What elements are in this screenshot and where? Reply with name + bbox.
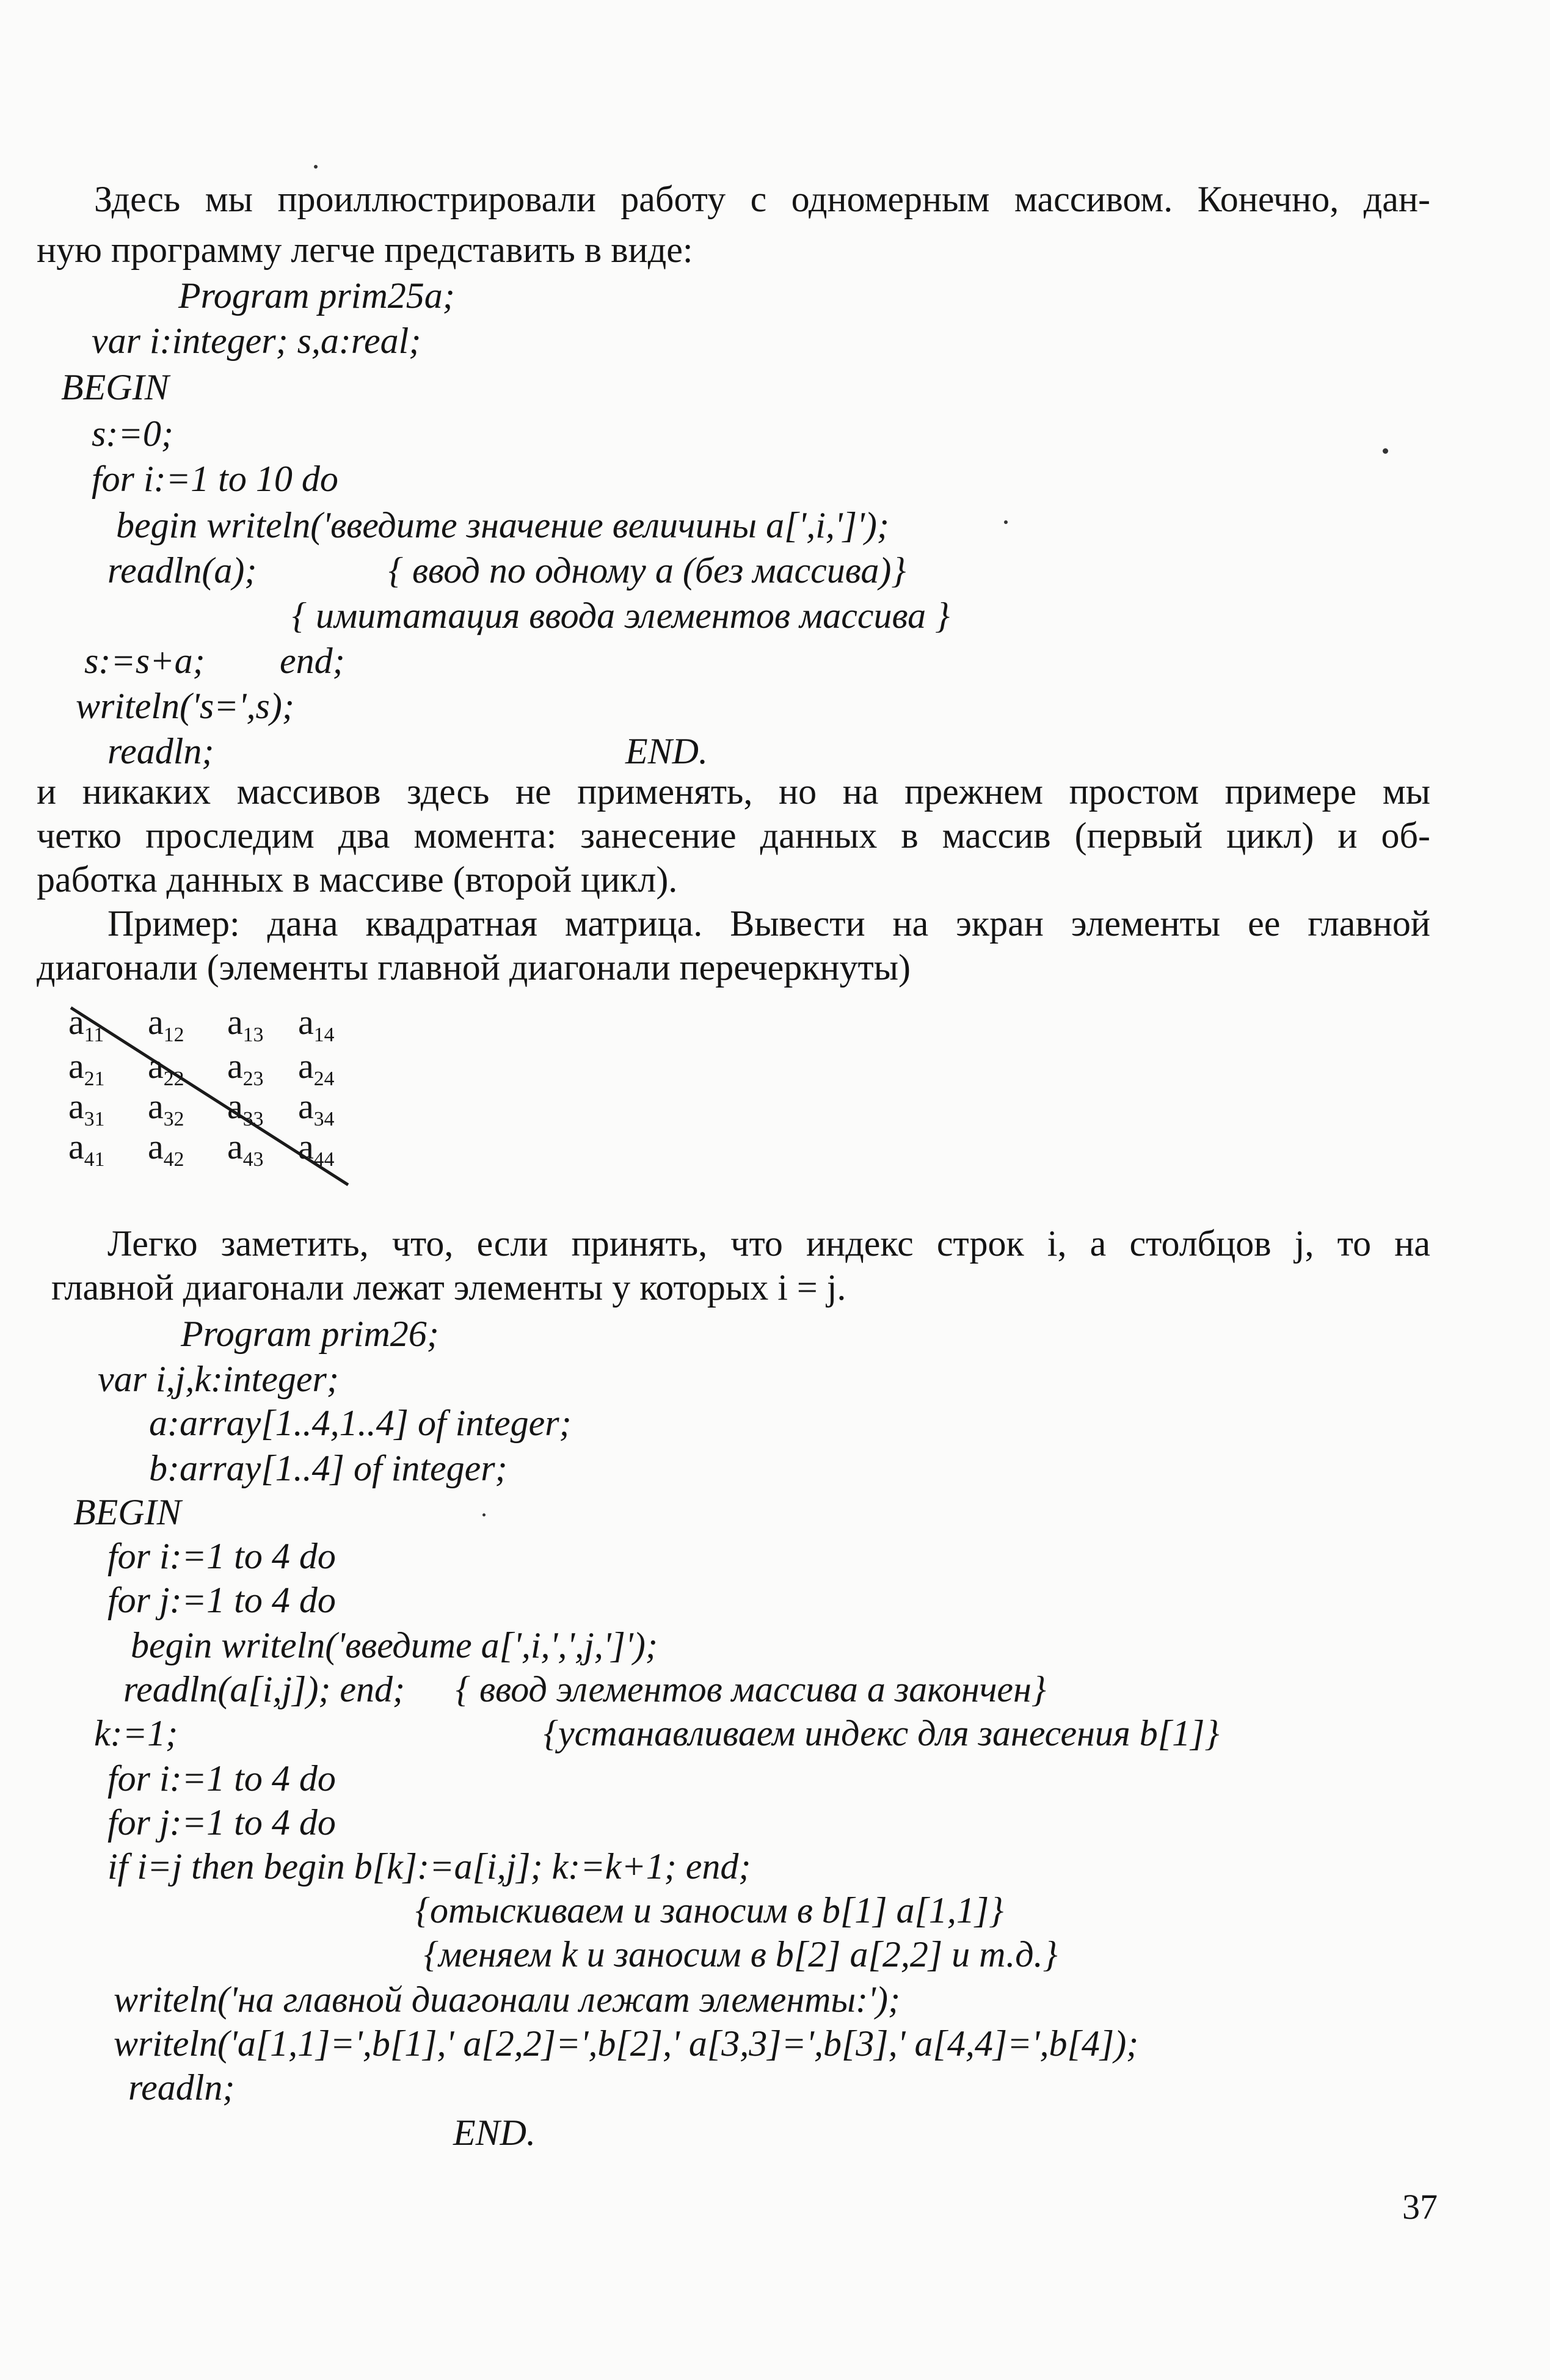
paragraph-4-line-2: главной диагонали лежат элементы у которых i = j. — [51, 1267, 846, 1308]
scan-speck — [1383, 448, 1388, 454]
matrix-element-letter: a — [298, 1046, 314, 1086]
code-line: for i:=1 to 4 do — [107, 1536, 336, 1576]
matrix-element — [68, 1002, 104, 1046]
code-line: writeln('a[1,1]=',b[1],' a[2,2]=',b[2],' a[3,3]=',b[3],' a[4,4]=',b[4]); — [114, 2023, 1139, 2064]
matrix-element — [68, 1046, 105, 1090]
matrix-element — [298, 1086, 335, 1130]
code-line: end; — [280, 641, 345, 681]
matrix-element-letter: a — [227, 1086, 243, 1126]
matrix-element-letter: a — [298, 1086, 314, 1126]
matrix-element-letter: a — [68, 1127, 84, 1166]
matrix-element — [148, 1046, 184, 1090]
matrix-element-index: 14 — [313, 1023, 335, 1046]
code-line: k:=1; — [94, 1713, 178, 1753]
code-line: readln(a); — [107, 550, 257, 591]
paragraph-4-line-1: Легко заметить, что, если принять, что индекс строк i, а столбцов j, то на — [107, 1223, 1430, 1264]
matrix-element-index: 33 — [242, 1107, 264, 1130]
matrix-element-index: 22 — [163, 1067, 184, 1090]
matrix-element — [68, 1126, 105, 1171]
matrix-element-index: 11 — [84, 1023, 104, 1046]
code-line: b:array[1..4] of integer; — [149, 1448, 508, 1488]
code-line: Program prim26; — [181, 1314, 439, 1354]
matrix-element-index: 31 — [84, 1107, 105, 1130]
code-line: for j:=1 to 4 do — [107, 1802, 336, 1843]
matrix-element-letter: a — [227, 1046, 243, 1086]
matrix-element — [227, 1046, 264, 1090]
matrix-element-letter: a — [227, 1127, 243, 1166]
matrix-element — [298, 1126, 335, 1171]
matrix-element-index: 43 — [242, 1148, 264, 1171]
code-line: for j:=1 to 4 do — [107, 1580, 336, 1620]
paragraph-2-line-2: четко проследим два момента: занесение данных в массив (первый цикл) и об- — [37, 815, 1430, 856]
code-comment: {меняем k и заносим в b[2] a[2,2] и т.д.} — [424, 1934, 1058, 1974]
code-line: readln; — [128, 2067, 235, 2108]
scan-speck — [314, 165, 318, 169]
matrix-element-index: 13 — [242, 1023, 264, 1046]
matrix-element-letter: a — [148, 1046, 164, 1086]
matrix-element-index: 21 — [84, 1067, 105, 1090]
matrix-element-letter: a — [298, 1002, 314, 1042]
code-line: END. — [453, 2113, 536, 2153]
code-line: a:array[1..4,1..4] of integer; — [149, 1403, 572, 1443]
matrix-element-index: 41 — [84, 1148, 105, 1171]
matrix-element-index: 42 — [163, 1148, 184, 1171]
matrix-element-letter: a — [148, 1127, 164, 1166]
matrix-element — [227, 1086, 264, 1130]
matrix-figure — [66, 1002, 384, 1197]
matrix-element — [298, 1002, 335, 1046]
matrix-element-index: 32 — [163, 1107, 184, 1130]
matrix-element — [227, 1002, 264, 1046]
matrix-element-letter: a — [148, 1002, 164, 1042]
matrix-element-index: 44 — [313, 1148, 335, 1171]
paragraph-2-line-1: и никаких массивов здесь не применять, но на прежнем простом примере мы — [37, 771, 1430, 812]
matrix-element — [148, 1002, 184, 1046]
matrix-element — [68, 1086, 105, 1130]
code-line: begin writeln('введите значение величины a[',i,']'); — [116, 505, 889, 545]
code-comment: {устанавливаем индекс для занесения b[1]} — [544, 1713, 1220, 1753]
scan-speck — [1004, 520, 1008, 524]
matrix-element-index: 34 — [313, 1107, 335, 1130]
matrix-element-letter: a — [298, 1127, 314, 1166]
diagonal-strike-line — [66, 1002, 384, 1197]
code-line: var i,j,k:integer; — [98, 1359, 339, 1399]
matrix-element-letter: a — [148, 1086, 164, 1126]
code-line: for i:=1 to 10 do — [92, 459, 338, 499]
matrix-element — [227, 1126, 264, 1171]
scan-speck — [482, 1513, 486, 1516]
code-comment: { ввод по одному a (без массива)} — [388, 550, 906, 591]
paragraph-1-line-1: Здесь мы проиллюстрировали работу с одномерным массивом. Конечно, дан- — [94, 179, 1430, 219]
code-line: var i:integer; s,a:real; — [92, 321, 421, 361]
matrix-element-letter: a — [68, 1002, 84, 1042]
matrix-element-index: 23 — [242, 1067, 264, 1090]
code-line: Program prim25a; — [178, 275, 455, 316]
matrix-element — [148, 1086, 184, 1130]
page-number: 37 — [1402, 2187, 1438, 2227]
code-line: readln(a[i,j]); end; — [123, 1669, 406, 1709]
paragraph-3-line-2: диагонали (элементы главной диагонали перечеркнуты) — [37, 947, 911, 988]
code-line: readln; — [107, 731, 214, 771]
code-line: s:=0; — [92, 413, 173, 454]
paragraph-3-line-1: Пример: дана квадратная матрица. Вывести на экран элементы ее главной — [107, 903, 1430, 944]
matrix-element-letter: a — [68, 1086, 84, 1126]
code-line: END. — [625, 731, 708, 771]
code-line: writeln('s=',s); — [76, 686, 294, 726]
code-comment: {отыскиваем и заносим в b[1] a[1,1]} — [415, 1890, 1004, 1931]
code-line: writeln('на главной диагонали лежат элементы:'); — [114, 1979, 900, 2020]
matrix-element — [298, 1046, 335, 1090]
code-comment: { ввод элементов массива a закончен} — [456, 1669, 1046, 1709]
code-line: s:=s+a; — [84, 641, 205, 681]
matrix-element-index: 24 — [313, 1067, 335, 1090]
matrix-element-index: 12 — [163, 1023, 184, 1046]
code-line: if i=j then begin b[k]:=a[i,j]; k:=k+1; end; — [107, 1846, 751, 1887]
paragraph-1-line-2: ную программу легче представить в виде: — [37, 230, 693, 270]
paragraph-2-line-3: работка данных в массиве (второй цикл). — [37, 859, 678, 900]
code-line: BEGIN — [61, 367, 169, 407]
code-line: begin writeln('введите a[',i,',',j,']'); — [131, 1625, 658, 1665]
matrix-element-letter: a — [68, 1046, 84, 1086]
matrix-element — [148, 1126, 184, 1171]
code-line: for i:=1 to 4 do — [107, 1758, 336, 1799]
matrix-element-letter: a — [227, 1002, 243, 1042]
code-comment: { имитатация ввода элементов массива } — [292, 595, 950, 636]
code-line: BEGIN — [73, 1492, 181, 1532]
